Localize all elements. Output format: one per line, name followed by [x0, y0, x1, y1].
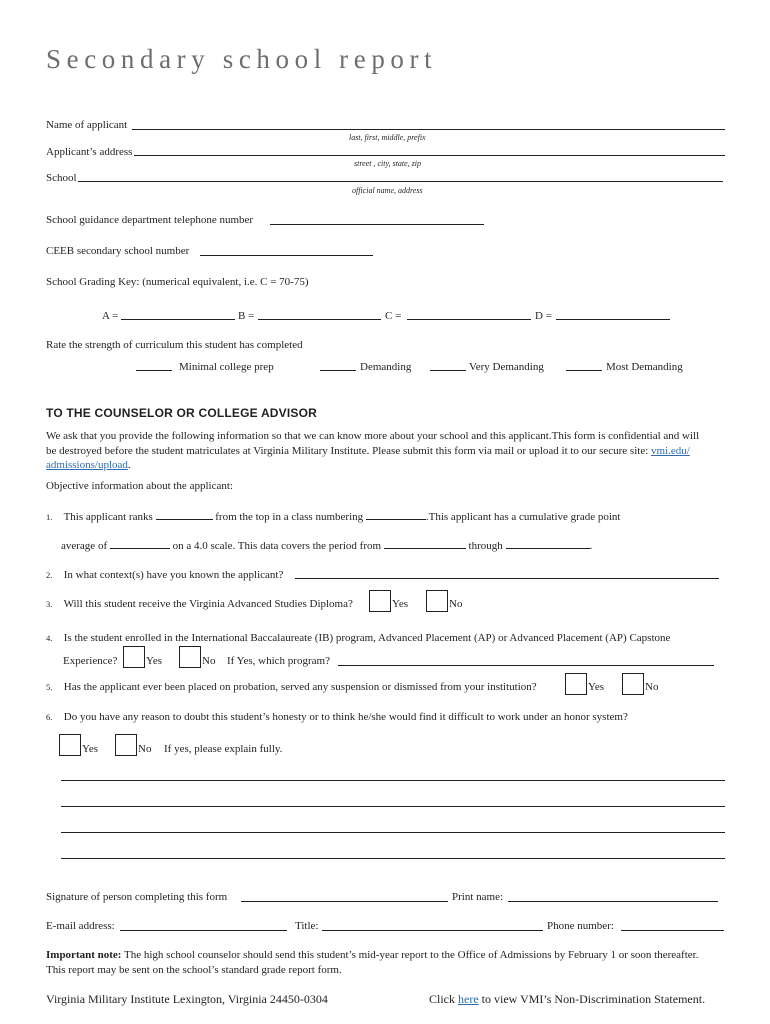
q1-text-b: from the top in a class numbering — [215, 511, 364, 523]
q6-number: 6. — [46, 712, 53, 722]
period-from-field[interactable] — [384, 539, 466, 549]
grade-a-label: A = — [102, 310, 119, 322]
q1-text-c: .This applicant has a cumulative grade point — [425, 511, 621, 523]
applicant-address-label: Applicant’s address — [46, 146, 133, 158]
q5-yes-label: Yes — [588, 681, 605, 693]
curriculum-demanding-label: Demanding — [360, 361, 412, 373]
intro-line-1: We ask that you provide the following information so that we can know more about your school and this applicant.This form is confidential and will — [46, 430, 700, 442]
school-hint: official name, address — [352, 186, 423, 195]
footer-click: Click — [429, 992, 458, 1006]
footer-address: Virginia Military Institute Lexington, Virginia 24450-0304 — [46, 992, 328, 1006]
q4-text-a: Is the student enrolled in the International Baccalaureate (IB) program, Advanced Placement (AP) or Advanced Placement (AP) Capstone — [63, 632, 671, 644]
q6-no-label: No — [138, 743, 152, 755]
curriculum-minimal-blank[interactable] — [136, 370, 172, 371]
question-6 — [46, 711, 628, 723]
explain-line-4[interactable] — [61, 858, 725, 859]
intro-line-2: be destroyed before the student matriculates at Virginia Military Institute. Please submit this form via mail or upload it to our secure site: — [46, 444, 652, 457]
class-rank-field[interactable] — [156, 510, 213, 520]
question-3 — [46, 598, 353, 610]
email-field[interactable] — [120, 930, 287, 931]
q1-text-g: . — [589, 540, 593, 552]
q3-yes-label: Yes — [392, 598, 409, 610]
q6-no-checkbox[interactable] — [115, 734, 137, 756]
grade-d-label: D = — [535, 310, 552, 322]
q5-number: 5. — [46, 682, 53, 692]
q4-no-label: No — [202, 655, 216, 667]
upload-link-part-2[interactable]: admissions/upload — [46, 459, 128, 471]
q2-text: In what context(s) have you known the applicant? — [63, 569, 284, 581]
curriculum-most-demanding-label: Most Demanding — [606, 361, 683, 373]
question-2 — [46, 569, 283, 581]
q5-text: Has the applicant ever been placed on probation, served any suspension or dismissed from your institution? — [63, 681, 537, 693]
q4-yes-checkbox[interactable] — [123, 646, 145, 668]
q2-number: 2. — [46, 570, 53, 580]
guidance-phone-field[interactable] — [270, 224, 484, 225]
ceeb-field[interactable] — [200, 255, 373, 256]
print-name-field[interactable] — [508, 901, 718, 902]
q5-no-label: No — [645, 681, 659, 693]
grade-c-field[interactable] — [407, 319, 531, 320]
footer-nondiscrimination — [429, 992, 705, 1007]
q1-text-e: on a 4.0 scale. This data covers the period from — [172, 540, 382, 552]
important-note-label: Important note: — [46, 949, 122, 961]
question-1 — [46, 510, 620, 523]
explain-line-2[interactable] — [61, 806, 725, 807]
q6-explain-label: If yes, please explain fully. — [164, 743, 283, 755]
question-4 — [46, 632, 670, 644]
q1-text-f: through — [468, 540, 503, 552]
page-title: Secondary school report — [46, 44, 438, 74]
ceeb-label: CEEB secondary school number — [46, 245, 190, 257]
q4-no-checkbox[interactable] — [179, 646, 201, 668]
context-field[interactable] — [295, 578, 719, 579]
signature-field[interactable] — [241, 901, 448, 902]
phone-label: Phone number: — [547, 920, 614, 932]
q5-no-checkbox[interactable] — [622, 673, 644, 695]
school-field[interactable] — [78, 181, 723, 182]
signature-label: Signature of person completing this form — [46, 891, 228, 903]
name-of-applicant-label: Name of applicant — [46, 119, 128, 131]
non-discrimination-link[interactable]: here — [458, 992, 479, 1006]
upload-link-part-1[interactable]: vmi.edu/ — [651, 444, 690, 457]
applicant-address-field[interactable] — [134, 155, 725, 156]
school-label: School — [46, 172, 77, 184]
curriculum-minimal-label: Minimal college prep — [179, 361, 274, 373]
grade-b-field[interactable] — [258, 319, 381, 320]
curriculum-very-demanding-blank[interactable] — [430, 370, 466, 371]
grade-a-field[interactable] — [121, 319, 235, 320]
curriculum-very-demanding-label: Very Demanding — [469, 361, 544, 373]
q1-text-d: average of — [61, 540, 108, 552]
q3-number: 3. — [46, 599, 53, 609]
q6-yes-label: Yes — [82, 743, 99, 755]
q6-yes-checkbox[interactable] — [59, 734, 81, 756]
period-through-field[interactable] — [506, 539, 590, 549]
intro-end: . — [127, 459, 131, 471]
q4-yes-label: Yes — [146, 655, 163, 667]
name-of-applicant-field[interactable] — [132, 129, 725, 130]
q4-which-program: If Yes, which program? — [227, 655, 330, 667]
q1-number: 1. — [46, 512, 53, 522]
grade-d-field[interactable] — [556, 319, 670, 320]
counselor-intro — [46, 429, 728, 473]
curriculum-label: Rate the strength of curriculum this student has completed — [46, 339, 303, 351]
objective-label: Objective information about the applicant: — [46, 480, 233, 492]
guidance-phone-label: School guidance department telephone number — [46, 214, 254, 226]
q3-yes-checkbox[interactable] — [369, 590, 391, 612]
question-5 — [46, 681, 537, 693]
program-field[interactable] — [338, 665, 714, 666]
curriculum-demanding-blank[interactable] — [320, 370, 356, 371]
curriculum-most-demanding-blank[interactable] — [566, 370, 602, 371]
q1-text-a: This applicant ranks — [63, 511, 153, 523]
q3-no-checkbox[interactable] — [426, 590, 448, 612]
q4-experience: Experience? — [63, 655, 118, 667]
class-size-field[interactable] — [366, 510, 426, 520]
gpa-field[interactable] — [110, 539, 170, 549]
title-label: Title: — [295, 920, 319, 932]
grade-c-label: C = — [385, 310, 402, 322]
important-note-line-1 — [46, 949, 698, 961]
q3-text: Will this student receive the Virginia Advanced Studies Diploma? — [63, 598, 353, 610]
grading-key-label: School Grading Key: (numerical equivalent, i.e. C = 70-75) — [46, 276, 309, 288]
title-field[interactable] — [322, 930, 543, 931]
explain-line-1[interactable] — [61, 780, 725, 781]
important-note-text-2: This report may be sent on the school’s standard grade report form. — [46, 964, 342, 976]
grade-b-label: B = — [238, 310, 255, 322]
q6-text: Do you have any reason to doubt this student’s honesty or to think he/she would find it difficult to work under an honor system? — [63, 711, 628, 723]
footer-rest: to view VMI’s Non-Discrimination Statement. — [478, 992, 706, 1006]
explain-line-3[interactable] — [61, 832, 725, 833]
name-hint: last, first, middle, prefix — [349, 133, 426, 142]
email-label: E-mail address: — [46, 920, 115, 932]
counselor-heading: TO THE COUNSELOR OR COLLEGE ADVISOR — [46, 406, 318, 420]
print-name-label: Print name: — [452, 891, 504, 903]
question-1-cont — [61, 539, 592, 552]
q5-yes-checkbox[interactable] — [565, 673, 587, 695]
phone-field[interactable] — [621, 930, 724, 931]
q3-no-label: No — [449, 598, 463, 610]
q4-number: 4. — [46, 633, 53, 643]
important-note-text-1: The high school counselor should send this student’s mid-year report to the Office of Admissions by February 1 or soon thereafter. — [121, 949, 699, 961]
address-hint: street , city, state, zip — [354, 159, 422, 168]
